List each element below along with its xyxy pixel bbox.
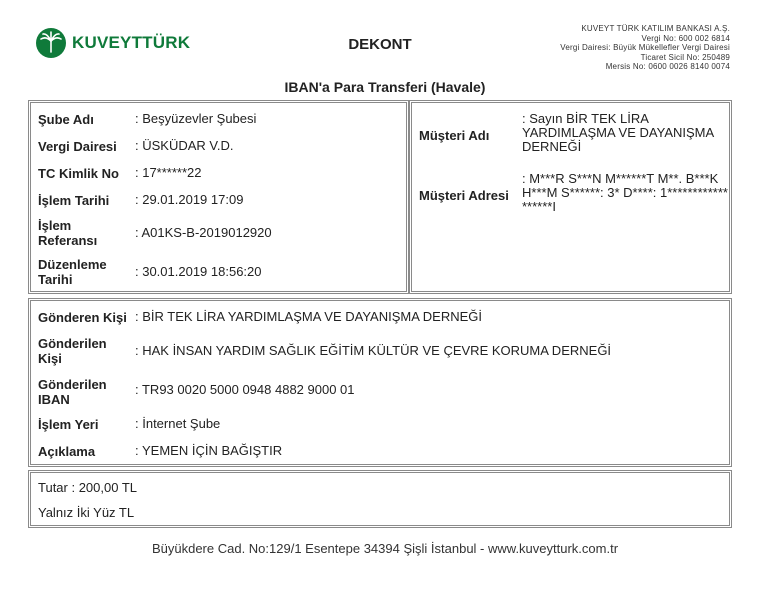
recipient-label-line2: Kişi [38, 351, 62, 366]
issue-date-label-line1: Düzenleme [38, 257, 107, 272]
mersis-no: Mersis No: 0600 0026 8140 0074 [605, 62, 730, 72]
recipient-iban-label-line1: Gönderilen [38, 377, 107, 392]
bank-info [560, 24, 730, 72]
tax-office-label: Vergi Dairesi [38, 139, 117, 154]
transaction-ref-label-line1: İşlem [38, 218, 72, 233]
amount-in-words: Yalnız İki Yüz TL [38, 505, 135, 520]
tax-no: Vergi No: 600 002 6814 [641, 33, 730, 43]
document-title: DEKONT [348, 36, 412, 53]
branch-value: : Beşyüzevler Şubesi [135, 111, 257, 126]
description-value: : YEMEN İÇİN BAĞIŞTIR [135, 443, 283, 458]
sender-label: Gönderen Kişi [38, 310, 127, 325]
footer-address: Büyükdere Cad. No:129/1 Esentepe 34394 Şişli İstanbul - www.kuveytturk.com.tr [151, 541, 619, 556]
trade-registry: Ticaret Sicil No: 250489 [640, 52, 730, 62]
recipient-label-line1: Gönderilen [38, 336, 107, 351]
logo-text: KUVEYTTÜRK [72, 33, 191, 52]
tax-office-value: : ÜSKÜDAR V.D. [135, 138, 234, 153]
customer-address-label: Müşteri Adresi [419, 188, 509, 203]
customer-info-box [409, 100, 732, 294]
customer-address-value: : M***R S***N M******T M**. B***K H***M S******: 3* D****: 1******************I [522, 171, 728, 214]
transaction-place-value: : İnternet Şube [135, 416, 221, 431]
recipient-iban-label-line2: IBAN [38, 392, 70, 407]
amount-box [28, 470, 732, 528]
amount-value: Tutar : 200,00 TL [38, 480, 138, 495]
recipient-iban-value: : TR93 0020 5000 0948 4882 9000 01 [135, 382, 355, 397]
customer-name-label: Müşteri Adı [419, 128, 490, 143]
issue-date-label-line2: Tarihi [38, 272, 73, 287]
customer-name-value: : Sayın BİR TEK LİRA YARDIMLAŞMA VE DAYANIŞMA DERNEĞİ [522, 111, 714, 154]
bank-name: KUVEYT TÜRK KATILIM BANKASI A.Ş. [581, 24, 730, 33]
transaction-date-value: : 29.01.2019 17:09 [135, 192, 244, 207]
transaction-type-title: IBAN'a Para Transferi (Havale) [284, 79, 486, 95]
tax-office: Vergi Dairesi: Büyük Mükellefler Vergi Dairesi [560, 43, 730, 53]
tc-id-label: TC Kimlik No [38, 166, 119, 181]
palm-tree-icon [36, 28, 66, 58]
transaction-ref-value: : A01KS-B-2019012920 [135, 225, 272, 240]
tc-id-value: : 17******22 [135, 165, 202, 180]
branch-label: Şube Adı [38, 112, 94, 127]
branch-info-box [28, 100, 409, 294]
description-label: Açıklama [38, 444, 96, 459]
transaction-date-label: İşlem Tarihi [38, 193, 110, 208]
issue-date-value: : 30.01.2019 18:56:20 [135, 264, 262, 279]
transfer-details-box [28, 298, 732, 467]
sender-value: : BİR TEK LİRA YARDIMLAŞMA VE DAYANIŞMA DERNEĞİ [135, 309, 483, 324]
transaction-ref-label-line2: Referansı [38, 233, 98, 248]
recipient-value: : HAK İNSAN YARDIM SAĞLIK EĞİTİM KÜLTÜR VE ÇEVRE KORUMA DERNEĞİ [135, 343, 612, 358]
bank-logo [36, 26, 190, 60]
transaction-place-label: İşlem Yeri [38, 417, 99, 432]
